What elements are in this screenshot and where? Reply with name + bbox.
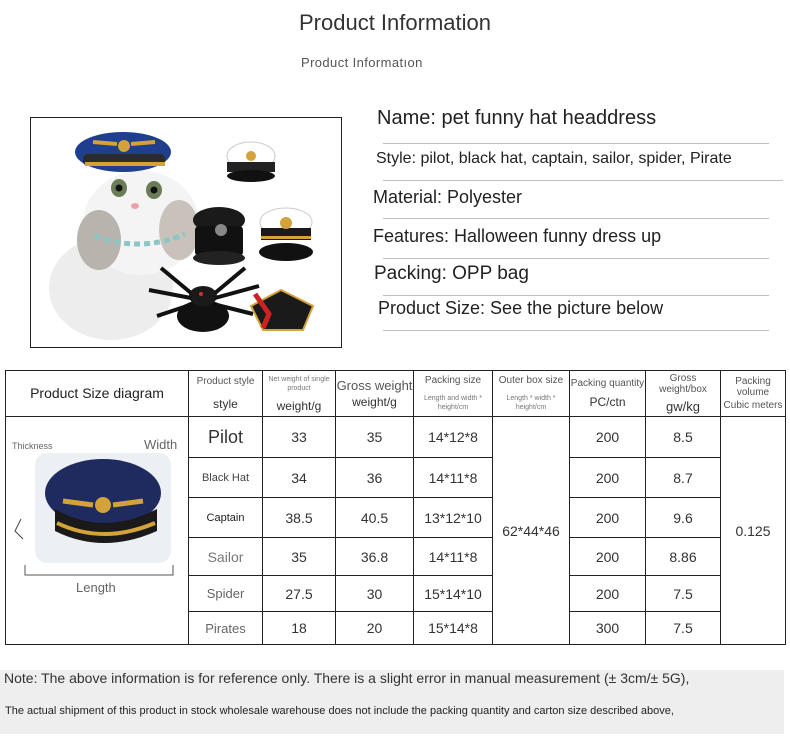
info-divider: [383, 295, 769, 296]
table-header-row: [6, 371, 786, 417]
cell-qty: 300: [570, 612, 646, 645]
cell-net: 38.5: [263, 498, 336, 538]
note-box: [0, 670, 784, 734]
header-packing-quantity: Packing quantity PC/ctn: [570, 371, 646, 417]
cell-gross: 40.5: [336, 498, 414, 538]
info-packing: Packing: OPP bag: [374, 263, 529, 284]
info-style: Style: pilot, black hat, captain, sailor, spider, Pirate: [376, 150, 732, 167]
cell-gross: 35: [336, 417, 414, 458]
product-photo: [30, 117, 342, 348]
cell-gw: 8.86: [646, 538, 721, 576]
cell-gross: 30: [336, 576, 414, 612]
cell-net: 18: [263, 612, 336, 645]
cell-style: Pirates: [189, 612, 263, 645]
info-product-size: Product Size: See the picture below: [378, 298, 664, 318]
diagram-header: Product Size diagram: [6, 371, 189, 417]
cell-style: Black Hat: [189, 458, 263, 498]
header-net-weight: Net weight of single product weight/g: [263, 371, 336, 417]
cell-volume: 0.125: [721, 417, 786, 645]
cell-packing: 15*14*8: [414, 612, 493, 645]
header-packing-size: Packing size Length and width * height/cm: [414, 371, 493, 417]
info-divider: [383, 218, 769, 219]
cell-gw: 8.5: [646, 417, 721, 458]
cell-qty: 200: [570, 538, 646, 576]
page-title: Product Information: [299, 10, 491, 35]
cell-qty: 200: [570, 417, 646, 458]
cell-style: Sailor: [189, 538, 263, 576]
info-divider: [383, 258, 769, 259]
header-volume: Packing volume Cubic meters: [721, 371, 786, 417]
header-gross-weight: Gross weight weight/g: [336, 371, 414, 417]
info-features: Features: Halloween funny dress up: [373, 226, 662, 246]
cell-style: Spider: [189, 576, 263, 612]
cell-gross: 36: [336, 458, 414, 498]
info-divider: [383, 180, 783, 181]
cell-net: 33: [263, 417, 336, 458]
cell-gross: 20: [336, 612, 414, 645]
cell-qty: 200: [570, 498, 646, 538]
spec-table: [5, 370, 786, 645]
table-row: [6, 417, 786, 458]
info-divider: [383, 143, 769, 144]
note-line-2: The actual shipment of this product in stock wholesale warehouse does not include the packing quantity and carton size described above,: [5, 705, 674, 717]
diagram-thickness-label: Thickness: [12, 441, 53, 451]
cell-packing: 14*11*8: [414, 538, 493, 576]
cell-gw: 7.5: [646, 576, 721, 612]
cell-packing: 15*14*10: [414, 576, 493, 612]
pilot-hat-diagram: [11, 447, 187, 583]
cell-packing: 14*12*8: [414, 417, 493, 458]
info-divider: [383, 330, 769, 331]
header-outer-box: Outer box size Length * width * height/cm: [493, 371, 570, 417]
diagram-length-label: Length: [76, 580, 116, 595]
info-name: Name: pet funny hat headdress: [377, 107, 657, 129]
cell-net: 27.5: [263, 576, 336, 612]
header-gross-box: Gross weight/box gw/kg: [646, 371, 721, 417]
page-subtitle: Product Informatıon: [301, 55, 423, 70]
cell-net: 34: [263, 458, 336, 498]
size-diagram: [6, 417, 189, 645]
note-line-1: Note: The above information is for reference only. There is a slight error in manual measurement (± 3cm/± 5G),: [4, 670, 690, 686]
diagram-width-label: Width: [144, 437, 178, 452]
info-material: Material: Polyester: [373, 187, 523, 207]
header-style: Product style style: [189, 371, 263, 417]
cell-outer-box: 62*44*46: [493, 417, 570, 645]
cell-style: Pilot: [189, 417, 263, 458]
cell-packing: 14*11*8: [414, 458, 493, 498]
cell-style: Captain: [189, 498, 263, 538]
cell-gross: 36.8: [336, 538, 414, 576]
cell-gw: 7.5: [646, 612, 721, 645]
cell-qty: 200: [570, 576, 646, 612]
cell-packing: 13*12*10: [414, 498, 493, 538]
cell-gw: 8.7: [646, 458, 721, 498]
cell-net: 35: [263, 538, 336, 576]
cell-gw: 9.6: [646, 498, 721, 538]
cell-qty: 200: [570, 458, 646, 498]
